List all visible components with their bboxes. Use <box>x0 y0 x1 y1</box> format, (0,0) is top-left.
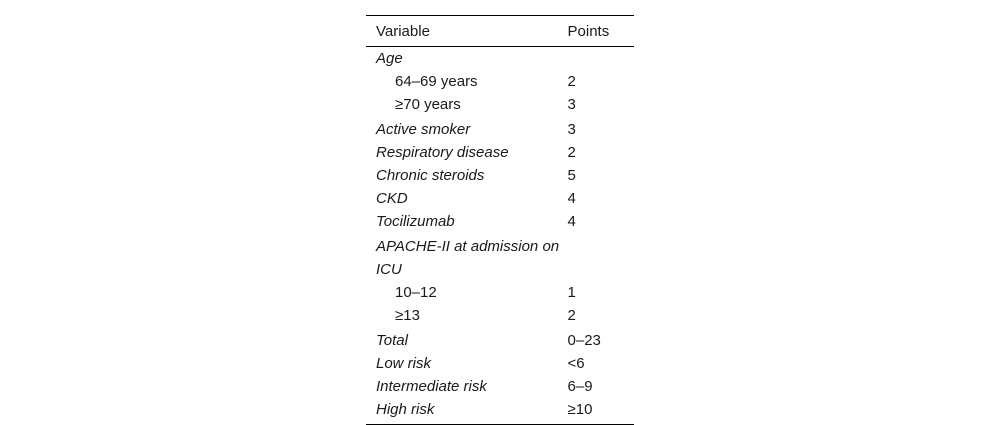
cell-variable: CKD <box>376 190 408 207</box>
table-row <box>366 352 634 375</box>
cell-variable: Age <box>376 50 403 67</box>
cell-points <box>568 47 634 71</box>
cell-points: 1 <box>567 284 576 301</box>
cell-variable: High risk <box>366 398 568 425</box>
table-row <box>366 187 634 210</box>
cell-points: 4 <box>567 213 576 230</box>
cell-variable: Intermediate risk <box>376 378 487 395</box>
column-header-variable: Variable <box>376 22 430 40</box>
table-row <box>366 141 634 164</box>
table-row <box>366 93 634 116</box>
table-body <box>366 47 634 425</box>
cell-points: 2 <box>567 73 576 90</box>
cell-points <box>568 233 634 281</box>
cell-variable: Respiratory disease <box>376 144 509 161</box>
column-header-points: Points <box>567 22 610 40</box>
header-row <box>366 16 634 47</box>
table-header <box>366 16 634 47</box>
table-row <box>366 304 634 327</box>
cell-variable: 64–69 years <box>395 73 478 90</box>
table-row <box>366 70 634 93</box>
table-row <box>366 164 634 187</box>
cell-variable: Tocilizumab <box>376 213 455 230</box>
cell-points: ≥10 <box>568 398 634 425</box>
table-row <box>366 233 634 281</box>
table-row <box>366 281 634 304</box>
table-row <box>366 47 634 71</box>
cell-points: 3 <box>567 121 576 138</box>
cell-points: <6 <box>567 355 585 372</box>
cell-variable: ≥13 <box>395 307 420 324</box>
score-table-container <box>366 15 634 425</box>
table-row <box>366 375 634 398</box>
score-table <box>366 15 634 425</box>
cell-variable: 10–12 <box>395 284 437 301</box>
cell-variable: Chronic steroids <box>376 167 485 184</box>
cell-variable: Low risk <box>376 355 432 372</box>
cell-points: 2 <box>567 307 576 324</box>
cell-variable: Total <box>376 332 408 349</box>
cell-variable: ≥70 years <box>395 96 461 113</box>
cell-points: 0–23 <box>567 332 601 349</box>
cell-variable: Active smoker <box>376 121 471 138</box>
cell-points: 4 <box>567 190 576 207</box>
cell-variable: APACHE-II at admission on ICU <box>376 238 560 278</box>
table-row <box>366 210 634 233</box>
cell-points: 5 <box>567 167 576 184</box>
cell-points: 3 <box>567 96 576 113</box>
cell-points: 2 <box>567 144 576 161</box>
table-row <box>366 327 634 352</box>
table-row <box>366 116 634 141</box>
cell-points: 6–9 <box>567 378 593 395</box>
